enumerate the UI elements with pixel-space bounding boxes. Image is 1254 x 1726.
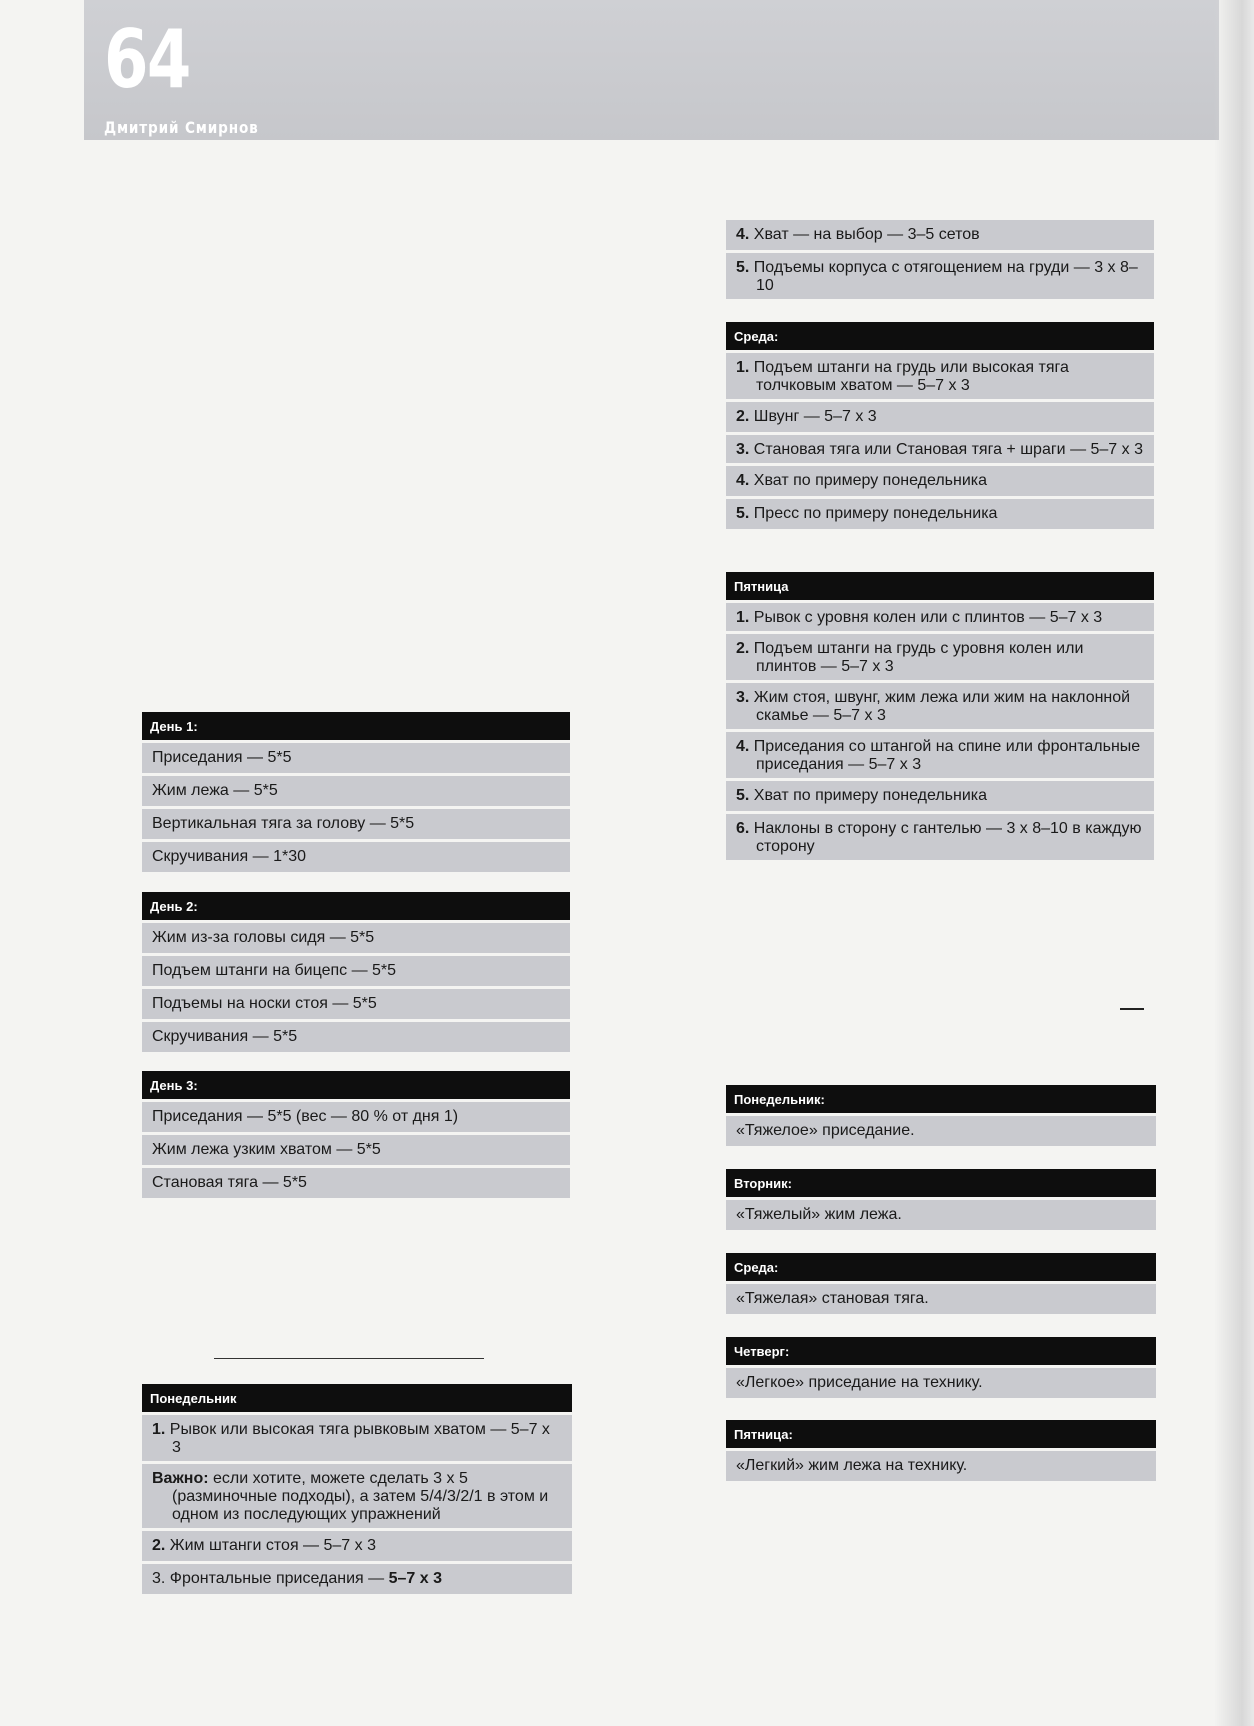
table-row: Вертикальная тяга за голову — 5*5 [142, 809, 570, 839]
item-text: 3. Фронтальные приседания — [152, 1570, 389, 1587]
item-text: Жим стоя, швунг, жим лежа или жим на наклонной скамье — 5–7 x 3 [753, 689, 1131, 724]
page-number: 64 [104, 13, 190, 106]
week-day-text: «Легкое» приседание на технику. [726, 1368, 1156, 1398]
item-text: Рывок или высокая тяга рывковым хватом — 5–7 x 3 [169, 1421, 550, 1456]
list-item [726, 814, 1154, 860]
friday-table [726, 572, 1154, 860]
item-number: 1. [152, 1421, 166, 1438]
continuation-table [726, 217, 1154, 299]
divider-line [214, 1358, 484, 1359]
item-text: Подъем штанги на грудь или высокая тяга толчковым хватом — 5–7 x 3 [753, 359, 1069, 394]
week-wednesday-table [726, 1253, 1156, 1314]
day3-table [142, 1071, 570, 1198]
wednesday-title: Среда: [726, 322, 1154, 350]
item-number: 1. [736, 359, 750, 376]
page-edge-shade [1214, 0, 1254, 1726]
week-friday-table [726, 1420, 1156, 1481]
item-number: 2. [736, 640, 750, 657]
list-item [142, 1415, 572, 1461]
table-row: Жим лежа — 5*5 [142, 776, 570, 806]
week-day-title: Пятница: [726, 1420, 1156, 1448]
monday-table [142, 1384, 572, 1594]
table-row: Скручивания — 1*30 [142, 842, 570, 872]
item-number: 1. [736, 609, 750, 626]
day3-title: День 3: [142, 1071, 570, 1099]
item-text: Приседания со штангой на спине или фронтальные приседания — 5–7 x 3 [753, 738, 1141, 773]
item-emphasis: 5–7 x 3 [388, 1570, 442, 1587]
day2-table [142, 892, 570, 1052]
list-item [726, 499, 1154, 529]
table-row: Жим из-за головы сидя — 5*5 [142, 923, 570, 953]
note-label: Важно: [152, 1470, 209, 1487]
week-day-title: Понедельник: [726, 1085, 1156, 1113]
table-row: Становая тяга — 5*5 [142, 1168, 570, 1198]
list-item [726, 253, 1154, 299]
week-monday-table [726, 1085, 1156, 1146]
list-item [726, 353, 1154, 399]
list-item [142, 1564, 572, 1594]
item-number: 3. [736, 689, 750, 706]
item-text: Подъем штанги на грудь с уровня колен или плинтов — 5–7 x 3 [753, 640, 1084, 675]
item-text: Становая тяга или Становая тяга + шраги — 5–7 x 3 [753, 441, 1143, 458]
dash-mark [1120, 1008, 1144, 1010]
note-text: если хотите, можете сделать 3 x 5 (разминочные подходы), а затем 5/4/3/2/1 в этом и одном из последующих упражнений [172, 1470, 549, 1523]
item-number: 5. [736, 259, 750, 276]
list-item [726, 402, 1154, 432]
item-text: Швунг — 5–7 x 3 [753, 408, 877, 425]
item-text: Хват по примеру понедельника [753, 472, 988, 489]
item-text: Рывок с уровня колен или с плинтов — 5–7 x 3 [753, 609, 1103, 626]
table-row: Подъемы на носки стоя — 5*5 [142, 989, 570, 1019]
item-text: Хват — на выбор — 3–5 сетов [753, 226, 980, 243]
week-day-text: «Тяжелый» жим лежа. [726, 1200, 1156, 1230]
list-item [726, 781, 1154, 811]
table-row: Скручивания — 5*5 [142, 1022, 570, 1052]
friday-title: Пятница [726, 572, 1154, 600]
table-row: Жим лежа узким хватом — 5*5 [142, 1135, 570, 1165]
week-day-text: «Тяжелое» приседание. [726, 1116, 1156, 1146]
list-item [726, 466, 1154, 496]
item-text: Подъемы корпуса с отягощением на груди — 3 x 8–10 [753, 259, 1138, 294]
item-text: Пресс по примеру понедельника [753, 505, 998, 522]
item-number: 4. [736, 738, 750, 755]
item-number: 4. [736, 226, 750, 243]
monday-title: Понедельник [142, 1384, 572, 1412]
list-item [726, 435, 1154, 463]
week-tuesday-table [726, 1169, 1156, 1230]
note-row [142, 1464, 572, 1528]
day1-title: День 1: [142, 712, 570, 740]
author-name: Дмитрий Смирнов [104, 118, 259, 137]
item-number: 5. [736, 505, 750, 522]
item-number: 3. [736, 441, 750, 458]
item-text: Хват по примеру понедельника [753, 787, 988, 804]
week-day-title: Среда: [726, 1253, 1156, 1281]
week-day-title: Четверг: [726, 1337, 1156, 1365]
list-item [726, 634, 1154, 680]
table-row: Подъем штанги на бицепс — 5*5 [142, 956, 570, 986]
list-item [726, 683, 1154, 729]
item-text: Жим штанги стоя — 5–7 x 3 [169, 1537, 376, 1554]
week-day-title: Вторник: [726, 1169, 1156, 1197]
item-number: 6. [736, 820, 750, 837]
list-item [726, 603, 1154, 631]
item-number: 2. [152, 1537, 166, 1554]
week-day-text: «Легкий» жим лежа на технику. [726, 1451, 1156, 1481]
item-number: 5. [736, 787, 750, 804]
day1-table [142, 712, 570, 872]
table-row: Приседания — 5*5 (вес — 80 % от дня 1) [142, 1102, 570, 1132]
item-number: 2. [736, 408, 750, 425]
table-row: Приседания — 5*5 [142, 743, 570, 773]
list-item [726, 732, 1154, 778]
week-day-text: «Тяжелая» становая тяга. [726, 1284, 1156, 1314]
day2-title: День 2: [142, 892, 570, 920]
week-thursday-table [726, 1337, 1156, 1398]
item-number: 4. [736, 472, 750, 489]
wednesday-table [726, 322, 1154, 529]
list-item [142, 1531, 572, 1561]
item-text: Наклоны в сторону с гантелью — 3 x 8–10 в каждую сторону [753, 820, 1142, 855]
list-item [726, 220, 1154, 250]
